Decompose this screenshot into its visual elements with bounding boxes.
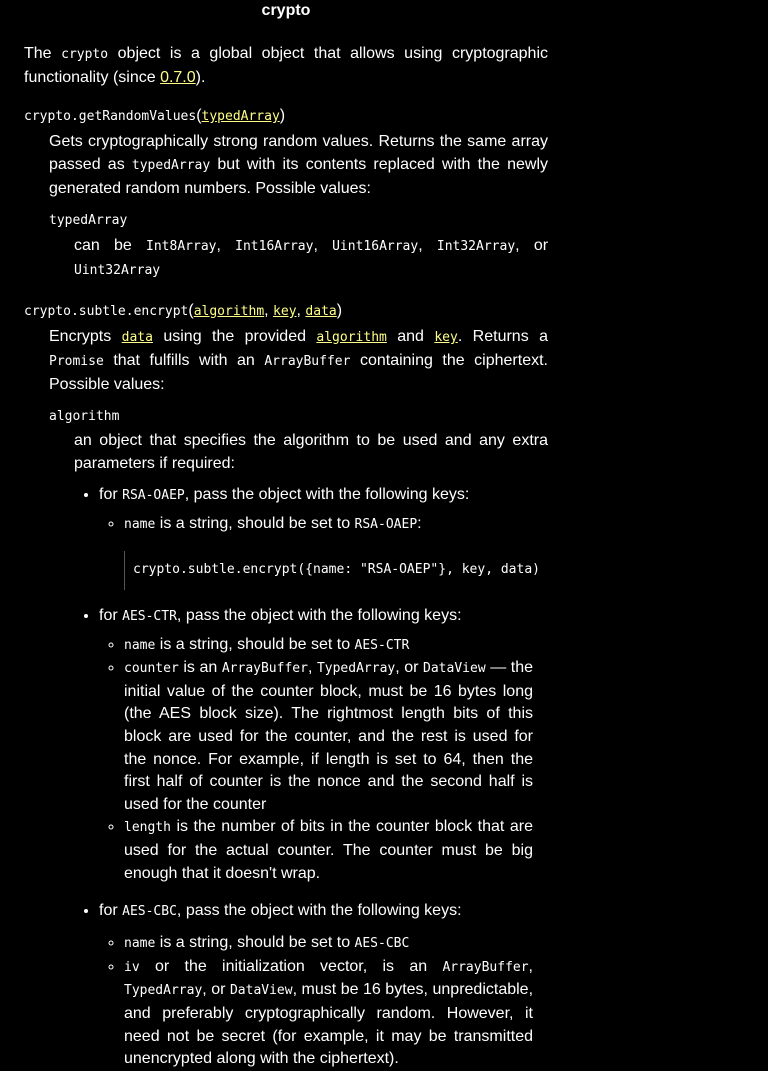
algorithm-link[interactable]	[316, 328, 386, 345]
key-item-counter: ◦ counter is an ArrayBuffer, TypedArray, or DataView — the initial value of the counter block, must be 16 bytes long (the AES block size). The rightmost length bits of this block are used for the counter, and the rest is used for the nonce. For example, if length is set to 64, then the first half of counter is the nonce and the second half is used for the counter	[124, 657, 533, 816]
value-code: AES-CBC	[354, 936, 410, 952]
page-title: crypto	[261, 2, 311, 19]
method-description	[49, 130, 548, 200]
list-item-aes-ctr	[99, 604, 548, 886]
list-text: for	[99, 606, 123, 624]
param-code: typedArray	[49, 213, 128, 228]
intro-text: object is a global object that allows using cryptographic functionality (since	[24, 45, 549, 86]
algorithm-arg-link[interactable]	[194, 302, 264, 319]
algo-code: AES-CTR	[122, 608, 177, 624]
desc-text: Encrypts	[49, 327, 122, 345]
key-item-length	[124, 816, 533, 885]
key-arg-link[interactable]	[273, 302, 296, 319]
list-item-aes-cbc	[99, 899, 548, 1071]
key-text: , must be 16 bytes, unpredictable, and preferably cryptographically random. However, it need not be secret (for example, it may be transmitted unencrypted along with the ciphertext).	[124, 981, 534, 1068]
key-text: is a string, should be set to	[155, 515, 355, 533]
type-code: Int8Array	[146, 238, 217, 254]
desc-code: typedArray	[131, 158, 211, 173]
param-name	[49, 209, 548, 232]
desc-text: containing the ciphertext. Possible values:	[49, 351, 548, 393]
method-description	[49, 325, 548, 396]
intro-code: crypto	[61, 47, 109, 62]
link-code: data	[121, 329, 153, 345]
separator: , or	[202, 981, 230, 999]
type-code: ArrayBuffer	[221, 661, 308, 677]
key-item-iv: ◦ iv or the initialization vector, is an ArrayBuffer, TypedArray, or DataView, must be 16 bytes, unpredictable, and preferably cryptographically random. However, it need not be secret (for example, it may be transmitted unencrypted along with the ciphertext).	[124, 956, 533, 1071]
arg-label: typedArray	[201, 109, 280, 124]
key-item-name	[124, 634, 533, 658]
type-code: TypedArray	[124, 983, 203, 999]
code-example: crypto.subtle.encrypt({name: "RSA-OAEP"}, key, data)	[124, 551, 533, 590]
desc-text: using the provided	[152, 327, 317, 345]
type-code: Int32Array	[436, 238, 516, 254]
key-text: or the initialization vector, is an	[139, 957, 443, 975]
key-list	[99, 513, 540, 589]
key-text: is a string, should be set to	[155, 635, 355, 653]
value-code: RSA-OAEP	[354, 517, 418, 533]
arg-label: algorithm	[193, 303, 265, 319]
typedarray-arg-link[interactable]	[202, 107, 280, 124]
data-arg-link[interactable]	[305, 302, 336, 319]
method-name: crypto.getRandomValues	[24, 109, 197, 124]
list-text: , pass the object with the following keys:	[184, 486, 470, 504]
param-description: an object that specifies the algorithm to be used and any extra parameters if required:	[74, 432, 548, 473]
key-text: is the number of bits in the counter block that are used for the actual counter. The counter must be big enough that it doesn't wrap.	[124, 818, 533, 882]
key-item-name	[124, 932, 533, 956]
key-list	[99, 634, 533, 886]
param-description	[74, 234, 548, 282]
desc-code: Promise	[49, 353, 104, 369]
key-code: name	[124, 517, 156, 533]
link-code: key	[434, 329, 458, 345]
key-list	[99, 932, 533, 1071]
key-link[interactable]	[434, 328, 457, 345]
method-name: crypto.subtle.encrypt	[24, 303, 189, 319]
list-text: for	[99, 486, 123, 504]
document	[24, 0, 548, 1071]
list-item-rsa-oaep	[99, 483, 548, 589]
separator: , or	[515, 236, 549, 254]
key-text: is a string, should be set to	[155, 934, 355, 952]
method-signature-encrypt: crypto.subtle.encrypt(algorithm, key, data)	[24, 301, 343, 319]
intro-text: The	[24, 45, 62, 62]
param-name	[49, 405, 548, 428]
key-code: name	[124, 637, 156, 653]
algorithm-list	[74, 483, 548, 1070]
key-code: counter	[124, 661, 179, 677]
link-code: algorithm	[316, 329, 387, 345]
list-text: , pass the object with the following keys:	[176, 606, 462, 624]
type-code: DataView	[229, 983, 293, 999]
key-code: length	[124, 820, 171, 836]
method-signature-getrandomvalues: crypto.getRandomValues(typedArray)	[24, 107, 286, 124]
list-text: , pass the object with the following keys:	[176, 902, 462, 920]
key-code: name	[124, 936, 156, 952]
type-code: Uint16Array	[332, 238, 419, 254]
version-link[interactable]: 0.7.0	[160, 69, 196, 86]
param-text: can be	[74, 236, 147, 254]
key-text: — the initial value of the counter block, must be 16 bytes long (the AES block size). The rightmost length bits of this block are used for the counter, and the rest is used for the nonce. For example, if length is set to 64, then the first half of counter is the nonce and the second half is used for the counter	[124, 659, 534, 813]
key-text: :	[417, 515, 422, 533]
type-code: ArrayBuffer	[442, 959, 529, 975]
type-code: Int16Array	[235, 238, 314, 254]
desc-text: . Returns a	[457, 327, 549, 345]
algo-code: RSA-OAEP	[122, 488, 185, 504]
separator: , or	[395, 659, 424, 677]
intro-paragraph	[24, 42, 548, 89]
arg-label: key	[273, 303, 297, 319]
separator: ,	[313, 236, 333, 254]
key-text: is an	[178, 659, 222, 677]
key-code: iv	[124, 959, 140, 975]
list-text: for	[99, 902, 123, 920]
desc-text: and	[386, 327, 435, 345]
desc-text: Gets cryptographically strong random values. Returns the same array passed as	[49, 133, 548, 173]
value-code: AES-CTR	[354, 637, 410, 653]
type-code: TypedArray	[316, 661, 396, 677]
desc-text: but with its contents replaced with the newly generated random numbers. Possible values:	[49, 156, 548, 197]
separator: ,	[216, 236, 236, 254]
algo-code: AES-CBC	[122, 904, 177, 920]
intro-text: ).	[195, 69, 206, 86]
type-code: DataView	[423, 661, 486, 677]
separator: ,	[418, 236, 437, 254]
type-code: Uint32Array	[74, 262, 161, 278]
data-link[interactable]	[122, 328, 153, 345]
key-item-name	[124, 513, 540, 589]
desc-text: that fulfills with an	[103, 351, 265, 369]
arg-label: data	[305, 303, 337, 319]
param-code: algorithm	[49, 408, 120, 424]
desc-code: ArrayBuffer	[264, 353, 351, 369]
